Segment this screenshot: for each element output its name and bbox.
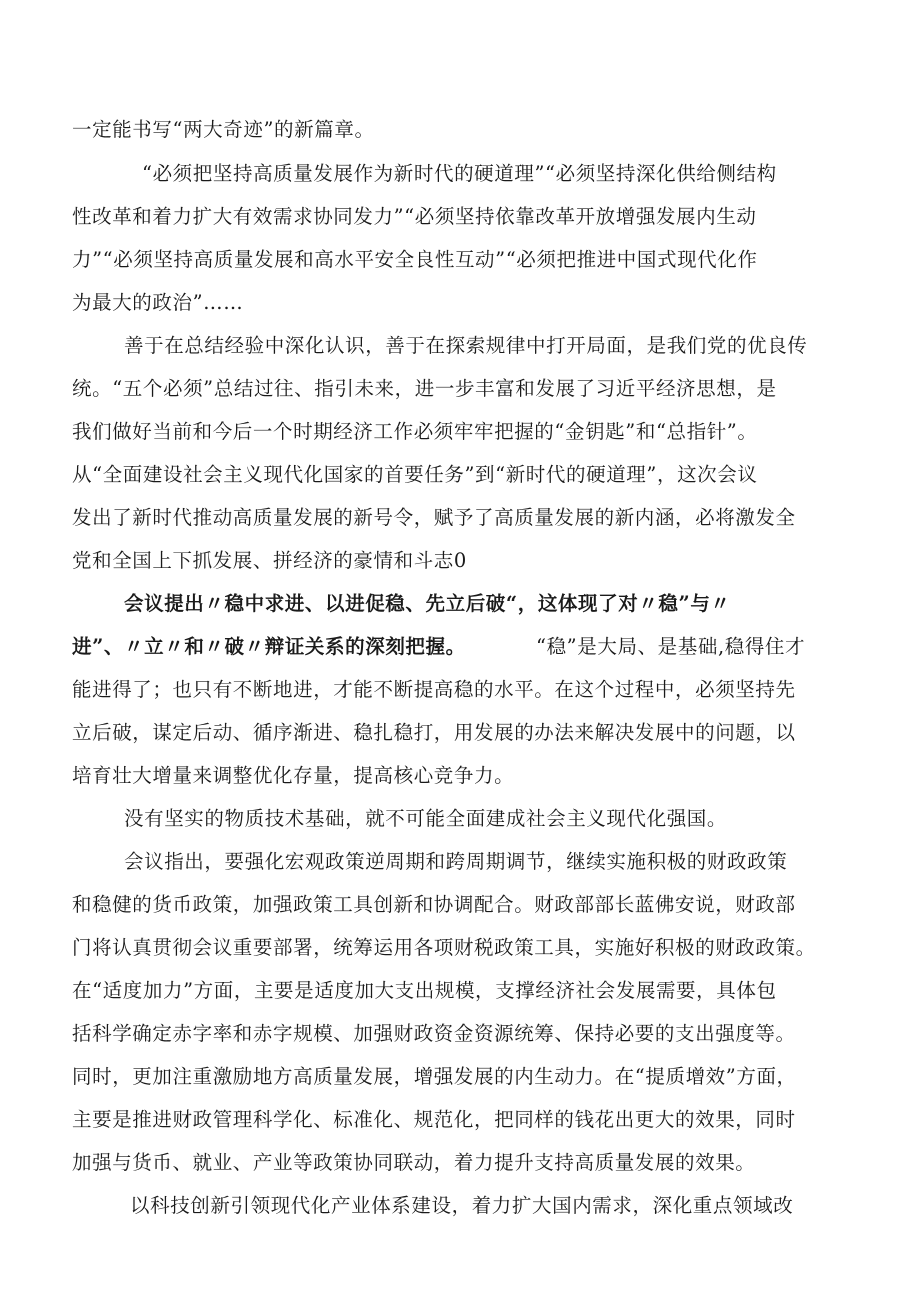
text-line-21: 在“适度加力”方面，主要是适度加大支出规模，支撑经济社会发展需要，具体包 <box>72 979 777 1002</box>
text-line-1: 一定能书写“两大奇迹”的新篇章。 <box>72 118 375 141</box>
text-line-24: 主要是推进财政管理科学化、标准化、规范化，把同样的钱花出更大的效果，同时 <box>72 1108 796 1131</box>
text-line-13a: 进”、〃立〃和〃破〃辩证关系的深刻把握。 <box>72 635 466 658</box>
text-line-6: 善于在总结经验中深化认识，善于在探索规律中打开局面，是我们党的优良传 <box>124 334 808 357</box>
text-line-23: 同时，更加注重激励地方高质量发展，增强发展的内生动力。在“提质增效”方面， <box>72 1065 797 1088</box>
text-line-25: 加强与货币、就业、产业等政策协同联动，着力提升支持高质量发展的效果。 <box>72 1151 756 1174</box>
text-line-20: 门将认真贯彻会议重要部署，统筹运用各项财税政策工具，实施好积极的财政政策。 <box>72 936 816 959</box>
text-line-26: 以科技创新引领现代化产业体系建设，着力扩大国内需求，深化重点领域改 <box>130 1194 794 1217</box>
text-line-11: 党和全国上下抓发展、拼经济的豪情和斗志0 <box>72 549 467 572</box>
text-line-13b: “稳”是大局、是基础,稳得住才 <box>536 635 806 658</box>
text-line-15: 立后破，谋定后动、循序渐进、稳扎稳打，用发展的办法来解决发展中的问题，以 <box>72 721 796 744</box>
text-line-4: 力”“必须坚持高质量发展和高水平安全良性互动”“必须把推进中国式现代化作 <box>72 248 758 271</box>
text-line-16: 培育壮大增量来调整优化存量，提高核心竞争力。 <box>72 764 515 787</box>
text-line-12: 会议提出〃稳中求进、以进促稳、先立后破“，这体现了对〃稳”与〃 <box>124 592 731 615</box>
text-line-9: 从“全面建设社会主义现代化国家的首要任务”到“新时代的硬道理”，这次会议 <box>72 463 758 486</box>
text-line-22: 括科学确定赤字率和赤字规模、加强财政资金资源统筹、保持必要的支出强度等。 <box>72 1022 796 1045</box>
text-line-8: 我们做好当前和今后一个时期经济工作必须牢牢把握的“金钥匙”和“总指针”。 <box>72 420 758 443</box>
text-line-14: 能进得了；也只有不断地进，才能不断提高稳的水平。在这个过程中，必须坚持先 <box>72 678 796 701</box>
text-line-2: “必须把坚持高质量发展作为新时代的硬道理”“必须坚持深化供给侧结构 <box>142 162 777 185</box>
text-line-19: 和稳健的货币政策，加强政策工具创新和协调配合。财政部部长蓝佛安说，财政部 <box>72 893 796 916</box>
text-line-5: 为最大的政治”…… <box>72 291 244 314</box>
text-line-17: 没有坚实的物质技术基础，就不可能全面建成社会主义现代化强国。 <box>124 807 728 830</box>
text-line-10: 发出了新时代推动高质量发展的新号令，赋予了高质量发展的新内涵，必将激发全 <box>72 506 796 529</box>
text-line-7: 统。“五个必须”总结过往、指引未来，进一步丰富和发展了习近平经济思想，是 <box>72 377 777 400</box>
text-line-3: 性改革和着力扩大有效需求协同发力”“必须坚持依靠改革开放增强发展内生动 <box>72 205 757 228</box>
text-line-18: 会议指出，要强化宏观政策逆周期和跨周期调节，继续实施积极的财政政策 <box>124 850 788 873</box>
